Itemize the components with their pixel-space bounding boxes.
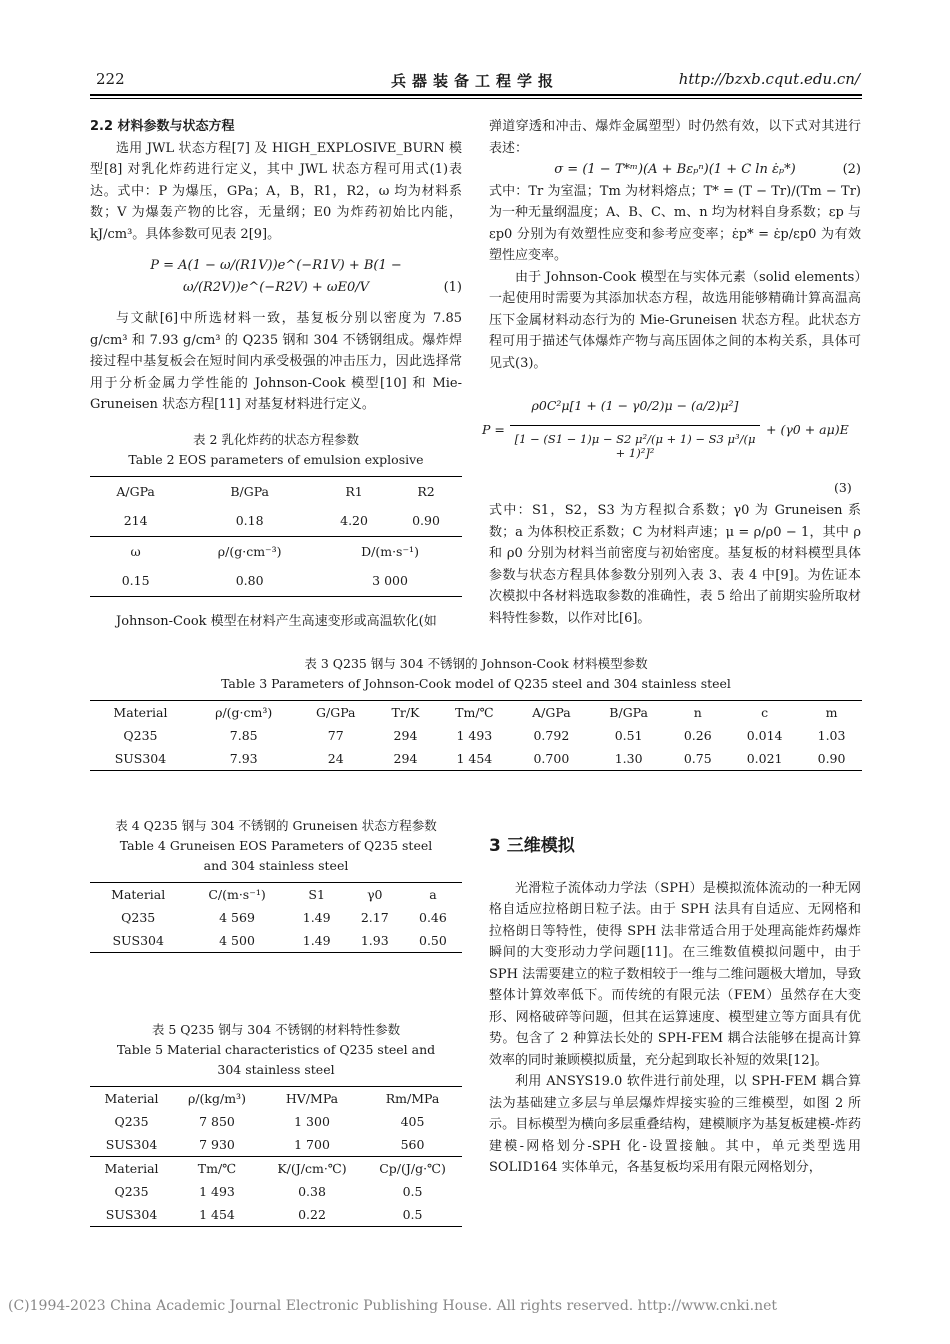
header-rule bbox=[90, 94, 862, 96]
table-header: Material bbox=[113, 705, 168, 720]
table4-caption-en: Table 4 Gruneisen EOS Parameters of Q235 steel bbox=[119, 838, 433, 853]
table-cell: 0.22 bbox=[298, 1207, 326, 1222]
table-cell: 7.93 bbox=[229, 751, 258, 766]
paragraph: 光滑粒子流体动力学法（SPH）是模拟流体流动的一种无网格自适应拉格朗日粒子法。由于 SPH 法具有自适应、无网格和拉格朗日等特性，使得 SPH 法非常适合用于处理高能炸药爆炸瞬间的大变形动力学问题[11]。在三维数值模拟问题中，由于 SPH 法需要建立的粒子数相较于一维与二维问题极大增加，导致整体计算效率低下。而传统的有限元法（FEM）虽然存在大变形、网格破碎等问题，但其在运算速度、模型建立等方面具有优势。包含了 2 种算法长处的 SPH-FEM 耦合法能够在提高计算效率的同时兼顾模拟质量，充分起到取长补短的效果[12]。 bbox=[489, 880, 861, 1068]
table-header: Material bbox=[104, 1091, 159, 1106]
table-cell: 0.014 bbox=[746, 728, 783, 743]
table-header: ρ/(g·cm⁻³) bbox=[217, 543, 282, 559]
table-4-block bbox=[90, 816, 462, 953]
table-cell: 4 569 bbox=[219, 910, 255, 925]
table-cell: 0.90 bbox=[390, 506, 462, 536]
table-cell: 405 bbox=[400, 1114, 425, 1129]
table-cell: 4.20 bbox=[318, 506, 390, 536]
table-cell: 1 493 bbox=[199, 1184, 235, 1199]
equation-3 bbox=[470, 392, 870, 495]
table-cell: 1.93 bbox=[360, 933, 389, 948]
table-cell: SUS304 bbox=[114, 751, 167, 766]
table-header: G/GPa bbox=[316, 705, 356, 720]
table-header: Material bbox=[111, 887, 166, 902]
table-row bbox=[90, 1203, 462, 1227]
equation-2 bbox=[489, 159, 861, 181]
table-row bbox=[90, 724, 862, 747]
table-row bbox=[90, 747, 862, 771]
equation-2-number: (2) bbox=[842, 162, 861, 177]
table-5-block bbox=[90, 1020, 462, 1227]
table-cell: 0.5 bbox=[402, 1207, 423, 1222]
table-row bbox=[90, 1133, 462, 1157]
equation-3-tail: + (γ0 + aμ)E bbox=[766, 422, 849, 437]
table-header: Tm/℃ bbox=[455, 705, 494, 720]
table-header: B/GPa bbox=[609, 705, 648, 720]
table-cell: 0.700 bbox=[533, 751, 570, 766]
paragraph: 弹道穿透和冲击、爆炸金属塑型）时仍然有效，以下式对其进行表述： bbox=[489, 119, 861, 156]
table-3-block bbox=[90, 654, 862, 771]
table5-caption-en: Table 5 Material characteristics of Q235 steel and bbox=[116, 1042, 436, 1057]
table-cell: 0.50 bbox=[419, 933, 447, 948]
table-cell: 0.26 bbox=[683, 728, 712, 743]
left-column bbox=[90, 116, 462, 632]
table-header: γ0 bbox=[367, 887, 383, 902]
paragraph: 由于 Johnson-Cook 模型在与实体元素（solid elements）一起使用时需要为其添加状态方程，故选用能够精确计算高温高压下金属材料动态行为的 Mie-Gruneisen 状态方程。此状态方程可用于描述气体爆炸产物与高压固体之间的本构关系，具体可见式(3)。 bbox=[489, 269, 861, 371]
equation-1-body: P = A(1 − ω/(R1V))e^(−R1V) + B(1 − ω/(R2V))e^(−R2V) + ωE0/V bbox=[150, 258, 402, 295]
equation-3-numerator: ρ0C²μ[1 + (1 − γ0/2)μ − (a/2)μ²] bbox=[531, 398, 739, 413]
table-header: K/(J/cm·℃) bbox=[277, 1161, 347, 1176]
table-cell: 0.90 bbox=[817, 751, 846, 766]
table-cell: SUS304 bbox=[112, 933, 164, 948]
table-cell: 1 700 bbox=[261, 1133, 363, 1157]
table5-caption-en-2: 304 stainless steel bbox=[217, 1062, 335, 1077]
table-cell: 2.17 bbox=[360, 910, 389, 925]
table-cell: 7 850 bbox=[199, 1114, 235, 1129]
table-header: A/GPa bbox=[116, 483, 155, 499]
paragraph: 式中：Tr 为室温；Tm 为材料熔点；T* = (T − Tr)/(Tm − Tr) 为一种无量纲温度；A、B、C、m、n 均为材料自身系数；εp 与 εp0 分别为有效塑性应变和参考应变率；ε̇p* = ε̇p/εp0 为有效塑性应变率。 bbox=[489, 183, 861, 263]
table-cell: 77 bbox=[327, 728, 344, 743]
table3-caption-en: Table 3 Parameters of Johnson-Cook model of Q235 steel and 304 stainless steel bbox=[221, 676, 731, 691]
copyright-watermark: (C)1994-2023 China Academic Journal Electronic Publishing House. All rights reserved. http://www.cnki.net bbox=[8, 1298, 778, 1314]
table-row bbox=[90, 1180, 462, 1203]
table3-caption-cn: 表 3 Q235 钢与 304 不锈钢的 Johnson-Cook 材料模型参数 bbox=[304, 656, 648, 671]
table-cell: SUS304 bbox=[90, 1133, 173, 1157]
table-cell: 0.80 bbox=[235, 573, 264, 588]
table-cell: 24 bbox=[327, 751, 344, 766]
table-cell: 1.49 bbox=[302, 933, 331, 948]
table-cell: 3 000 bbox=[372, 573, 408, 588]
equation-3-number: (3) bbox=[834, 480, 852, 495]
table-header: c bbox=[761, 705, 769, 720]
table-cell: 214 bbox=[90, 506, 181, 536]
table-cell: 1 300 bbox=[294, 1114, 330, 1129]
table-cell: 0.5 bbox=[402, 1184, 423, 1199]
equation-3-lhs: P = bbox=[482, 422, 505, 437]
table5-caption-cn: 表 5 Q235 钢与 304 不锈钢的材料特性参数 bbox=[151, 1022, 401, 1037]
table-cell: 0.792 bbox=[533, 728, 570, 743]
right-column-lower bbox=[489, 836, 861, 1179]
table-cell: Q235 bbox=[123, 728, 158, 743]
table-cell: 1 454 bbox=[199, 1207, 235, 1222]
header-rule-thin bbox=[90, 98, 862, 99]
table-header: Tm/℃ bbox=[197, 1161, 237, 1176]
paragraph: Johnson-Cook 模型在材料产生高速变形或高温软化(如 bbox=[116, 613, 437, 629]
table-cell: Q235 bbox=[114, 1114, 149, 1129]
equation-1-number: (1) bbox=[443, 279, 462, 295]
table-header: R2 bbox=[417, 483, 435, 499]
table4-caption-cn: 表 4 Q235 钢与 304 不锈钢的 Gruneisen 状态方程参数 bbox=[115, 818, 437, 833]
table-header: S1 bbox=[308, 887, 325, 902]
table-cell: 0.18 bbox=[181, 506, 318, 536]
paragraph: 式中：S1，S2，S3 为方程拟合系数；γ0 为 Gruneisen 系数；a 为体积校正系数；C 为材料声速；μ = ρ/ρ0 − 1，其中 ρ 和 ρ0 分别为材料当前密度与初始密度。基复板的材料模型具体参数与状态方程具体参数分别列入表 3、表 4 中[9]。为佐证本次模拟中各材料选取参数的准确性，表 5 给出了前期实验所取材料特性参数，以作对比[6]。 bbox=[489, 503, 861, 626]
table-header: HV/MPa bbox=[285, 1091, 339, 1106]
fraction-bar bbox=[510, 425, 760, 426]
table-cell: SUS304 bbox=[105, 1207, 158, 1222]
table-cell: 1 493 bbox=[456, 728, 493, 743]
right-column-mid bbox=[489, 500, 861, 629]
table-row bbox=[90, 906, 462, 929]
table-cell: 0.46 bbox=[419, 910, 447, 925]
table-cell: 0.75 bbox=[683, 751, 712, 766]
page-number: 222 bbox=[96, 70, 125, 88]
table-cell: 0.021 bbox=[746, 751, 783, 766]
table-header: Rm/MPa bbox=[385, 1091, 440, 1106]
table-2 bbox=[90, 476, 462, 597]
table-cell: 1.49 bbox=[302, 910, 331, 925]
table-cell: 4 500 bbox=[219, 933, 255, 948]
equation-2-body: σ = (1 − T*ᵐ)(A + Bεₚⁿ)(1 + C ln ε̇ₚ*) bbox=[554, 162, 796, 177]
table-cell: 294 bbox=[393, 751, 418, 766]
equation-3-denominator: [1 − (S1 − 1)μ − S2 μ²/(μ + 1) − S3 μ³/(μ + 1)²]² bbox=[514, 432, 756, 460]
table-header: ρ/(kg/m³) bbox=[187, 1091, 246, 1106]
table-header: ω bbox=[130, 543, 141, 559]
table-5 bbox=[90, 1086, 462, 1227]
table-header: n bbox=[693, 705, 702, 720]
journal-url[interactable]: http://bzxb.cqut.edu.cn/ bbox=[678, 70, 860, 88]
table-header: B/GPa bbox=[230, 483, 269, 499]
right-column-upper bbox=[489, 116, 861, 374]
table-cell: 1.03 bbox=[817, 728, 846, 743]
table-cell: 560 bbox=[363, 1133, 462, 1157]
table-cell: 7 930 bbox=[173, 1133, 261, 1157]
journal-title: 兵器装备工程学报 bbox=[390, 72, 559, 90]
table-header: ρ/(g·cm³) bbox=[215, 705, 273, 720]
section-2-2-title: 2.2 材料参数与状态方程 bbox=[90, 119, 235, 134]
table2-caption-en: Table 2 EOS parameters of emulsion explosive bbox=[128, 451, 424, 467]
table-cell: 0.15 bbox=[121, 573, 150, 588]
paragraph: 选用 JWL 状态方程[7] 及 HIGH_EXPLOSIVE_BURN 模型[8] 对乳化炸药进行定义，其中 JWL 状态方程可用式(1)表达。式中：P 为爆压，GPa；A，B，R1，R2，ω 均为材料系数；V 为爆轰产物的比容，无量纲；E0 为炸药初始比内能，kJ/cm³。具体参数可见表 2[9]。 bbox=[90, 140, 462, 242]
table-header: D/(m·s⁻¹) bbox=[361, 543, 419, 559]
table-cell: 0.51 bbox=[614, 728, 643, 743]
table2-caption-cn: 表 2 乳化炸药的状态方程参数 bbox=[193, 431, 359, 447]
table4-caption-en-2: and 304 stainless steel bbox=[203, 858, 349, 873]
equation-1 bbox=[90, 255, 462, 298]
table-cell: Q235 bbox=[121, 910, 156, 925]
table-header: R1 bbox=[345, 483, 363, 499]
table-header: m bbox=[825, 705, 838, 720]
table-header: C/(m·s⁻¹) bbox=[208, 887, 266, 902]
table-header: Cp/(J/g·℃) bbox=[379, 1161, 446, 1176]
table-cell: 1.30 bbox=[614, 751, 643, 766]
table-header: a bbox=[429, 887, 437, 902]
table-cell: 294 bbox=[393, 728, 418, 743]
table-cell: 7.85 bbox=[229, 728, 258, 743]
paragraph: 利用 ANSYS19.0 软件进行前处理，以 SPH-FEM 耦合算法为基础建立多层与单层爆炸焊接实验的三维模型，如图 2 所示。目标模型为横向多层重叠结构，建模顺序为基复板建模-炸药建模-网格划分-SPH 化-设置接触。其中，单元类型选用 SOLID164 实体单元，各基复板均采用有限元网格划分， bbox=[489, 1074, 861, 1175]
table-row bbox=[90, 1110, 462, 1133]
table-header: A/GPa bbox=[532, 705, 571, 720]
table-row bbox=[90, 929, 462, 953]
table-4 bbox=[90, 882, 462, 953]
paragraph: 与文献[6]中所选材料一致，基复板分别以密度为 7.85 g/cm³ 和 7.93 g/cm³ 的 Q235 钢和 304 不锈钢组成。爆炸焊接过程中基复板会在短时间内承受极强的冲击压力，因此选择常用于分析金属力学性能的 Johnson-Cook 模型[10] 和 Mie-Gruneisen 状态方程[11] 对基复材料进行定义。 bbox=[90, 311, 462, 412]
table-cell: 1 454 bbox=[456, 751, 493, 766]
table-header: Tr/K bbox=[391, 705, 420, 720]
table-3 bbox=[90, 700, 862, 771]
table-header: Material bbox=[104, 1161, 159, 1176]
section-3-title: 3 三维模拟 bbox=[489, 836, 575, 856]
table-cell: Q235 bbox=[114, 1184, 149, 1199]
table-cell: 0.38 bbox=[298, 1184, 326, 1199]
